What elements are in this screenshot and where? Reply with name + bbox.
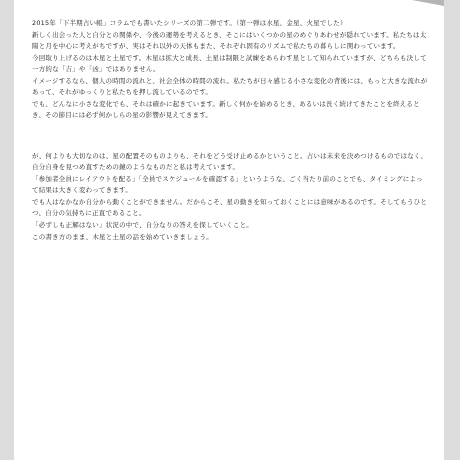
paragraph: この書き方のまま、木星と土星の話を始めていきましょう。 (32, 233, 213, 241)
paragraph: 2015年「下半期占い帳」コラムでも書いたシリーズの第二弾です。（第一弾は水星、金星、火星でした） (32, 19, 347, 27)
paragraph: 今回取り上げるのは木星と土星です。木星は拡大と成長、土星は制限と試練をあらわす星として知られていますが、どちらも決して一方的な「吉」や「凶」ではありません。 (32, 54, 427, 73)
document-page (14, 0, 444, 460)
paragraph: が、何よりも大切なのは、星の配置そのものよりも、それをどう受け止めるかということ。占いは未来を決めつけるものではなく、自分自身を見つめ直すための鏡のようなものだと私は考えています。 (32, 152, 428, 171)
paragraph: 「必ずしも正解はない」状況の中で、自分なりの答えを探していくこと。 (32, 221, 253, 229)
paragraph: でも、どんなに小さな変化でも、それは確かに起きています。新しく何かを始めるとき、あるいは長く続けてきたことを終えるとき、その節目には必ず何かしらの星の影響が見えてきます。 (32, 100, 420, 119)
paragraph: 新しく出会った人と自分との関係や、今後の運勢を考えるとき、そこにはいくつかの星のめぐりあわせが隠れています。私たちは太陽と月を中心に考えがちですが、実はそれ以外の天体もまた、それぞれ固有のリズムで私たちの暮らしに関わっています。 (32, 31, 427, 50)
document-body (32, 18, 428, 244)
page-corner-fold (404, 0, 444, 6)
paragraph: 「参加者全員にレイアウトを配る」「全員でスケジュールを確認する」というような、ごく当たり前のことでも、タイミングによって結果は大きく変わってきます。 (32, 175, 423, 194)
paragraph: でも人はなかなか自分から動くことができません。だからこそ、星の動きを知っておくことには意味があるのです。そしてもうひとつ、自分の気持ちに正直であること。 (32, 198, 428, 217)
paragraph: イメージするなら、個人の時間の流れと、社会全体の時間の流れ。私たちが日々感じる小さな変化の背後には、もっと大きな流れがあって、それがゆっくりと私たちを押し流しているのです。 (32, 77, 428, 96)
